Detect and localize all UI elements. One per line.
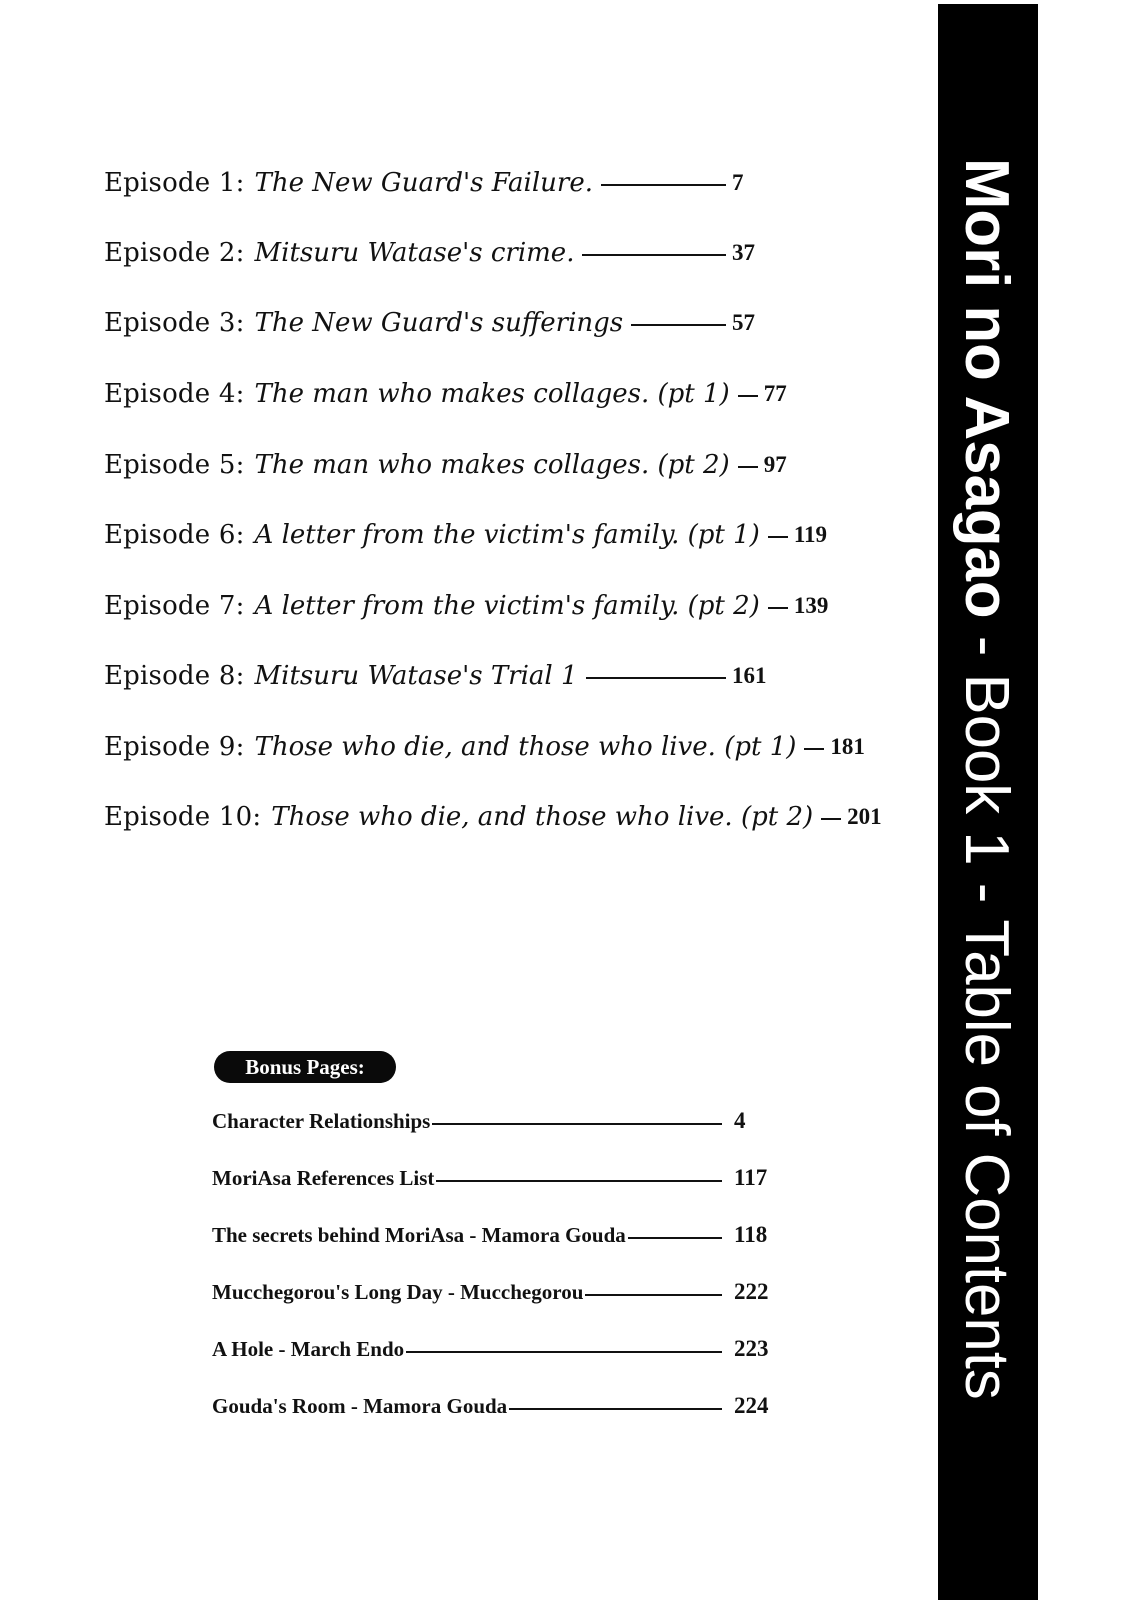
leader-line — [631, 324, 726, 326]
bonus-row — [212, 1389, 778, 1419]
episode-number: Episode 4: — [104, 379, 245, 409]
bonus-page: 224 — [734, 1393, 769, 1418]
leader-line — [768, 607, 788, 609]
bonus-title: Character Relationships — [212, 1109, 431, 1133]
leader-line — [738, 466, 758, 468]
leader-line — [509, 1408, 722, 1410]
episode-title: The New Guard's sufferings — [254, 308, 624, 338]
episode-row — [104, 228, 776, 268]
leader-line — [432, 1123, 722, 1125]
episode-title: Mitsuru Watase's Trial 1 — [254, 661, 578, 691]
episode-number: Episode 8: — [104, 661, 245, 691]
episode-title: Those who die, and those who live. (pt 2) — [271, 802, 814, 832]
bonus-title: The secrets behind MoriAsa - Mamora Gouda — [212, 1223, 626, 1247]
episode-title: A letter from the victim's family. (pt 2) — [254, 591, 760, 621]
episode-title: The New Guard's Failure. — [254, 168, 594, 198]
episode-title: The man who makes collages. (pt 1) — [254, 379, 730, 409]
episode-number: Episode 6: — [104, 520, 245, 550]
episode-row — [104, 440, 787, 480]
episode-page: 119 — [793, 522, 828, 547]
bonus-page: 222 — [734, 1279, 769, 1304]
episode-page: 181 — [830, 734, 865, 759]
book-subtitle: - Book 1 - Table of Contents — [951, 618, 1021, 1400]
bonus-pages-badge: Bonus Pages: — [214, 1051, 396, 1083]
episode-number: Episode 3: — [104, 308, 245, 338]
leader-line — [406, 1351, 722, 1353]
bonus-page: 223 — [734, 1336, 769, 1361]
episode-title: Those who die, and those who live. (pt 1) — [254, 732, 797, 762]
episode-number: Episode 7: — [104, 591, 245, 621]
series-title: Mori no Asagao — [951, 158, 1021, 619]
leader-line — [601, 184, 726, 186]
episode-page: 139 — [793, 593, 829, 618]
bonus-page: 4 — [734, 1108, 746, 1133]
episode-row — [104, 792, 882, 832]
leader-line — [586, 677, 726, 679]
episode-title: Mitsuru Watase's crime. — [254, 238, 575, 268]
leader-line — [768, 536, 788, 538]
bonus-page: 118 — [734, 1222, 768, 1247]
bonus-title: Mucchegorou's Long Day - Mucchegorou — [212, 1280, 584, 1304]
episode-number: Episode 10: — [104, 802, 262, 832]
bonus-title: MoriAsa References List — [212, 1166, 435, 1190]
leader-line — [804, 748, 824, 750]
episode-number: Episode 5: — [104, 450, 245, 480]
bonus-title: Gouda's Room - Mamora Gouda — [212, 1394, 508, 1418]
episode-number: Episode 9: — [104, 732, 245, 762]
episode-page: 57 — [732, 310, 755, 335]
side-title-text — [951, 158, 1021, 1400]
bonus-row — [212, 1218, 778, 1248]
episode-row — [104, 158, 776, 198]
leader-line — [821, 818, 841, 820]
bonus-page: 117 — [734, 1165, 768, 1190]
bonus-row — [212, 1161, 778, 1191]
leader-line — [436, 1180, 722, 1182]
episode-page: 97 — [763, 452, 787, 477]
episode-number: Episode 2: — [104, 238, 245, 268]
episode-title: A letter from the victim's family. (pt 1) — [254, 520, 760, 550]
episode-page: 37 — [732, 240, 755, 265]
leader-line — [585, 1294, 722, 1296]
episode-number: Episode 1: — [104, 168, 245, 198]
episode-row — [104, 298, 776, 338]
episode-row — [104, 581, 829, 621]
episode-page: 77 — [763, 381, 787, 406]
leader-line — [582, 254, 726, 256]
episode-page: 201 — [847, 804, 882, 829]
episode-row — [104, 722, 865, 762]
episode-row — [104, 510, 828, 550]
leader-line — [628, 1237, 722, 1239]
episode-page: 161 — [732, 663, 767, 688]
leader-line — [738, 395, 758, 397]
bonus-row — [212, 1104, 778, 1134]
episode-row — [104, 651, 776, 691]
bonus-row — [212, 1275, 778, 1305]
bonus-row — [212, 1332, 778, 1362]
bonus-title: A Hole - March Endo — [212, 1337, 405, 1361]
episode-page: 7 — [732, 170, 744, 195]
episode-title: The man who makes collages. (pt 2) — [254, 450, 730, 480]
episode-row — [104, 369, 787, 409]
